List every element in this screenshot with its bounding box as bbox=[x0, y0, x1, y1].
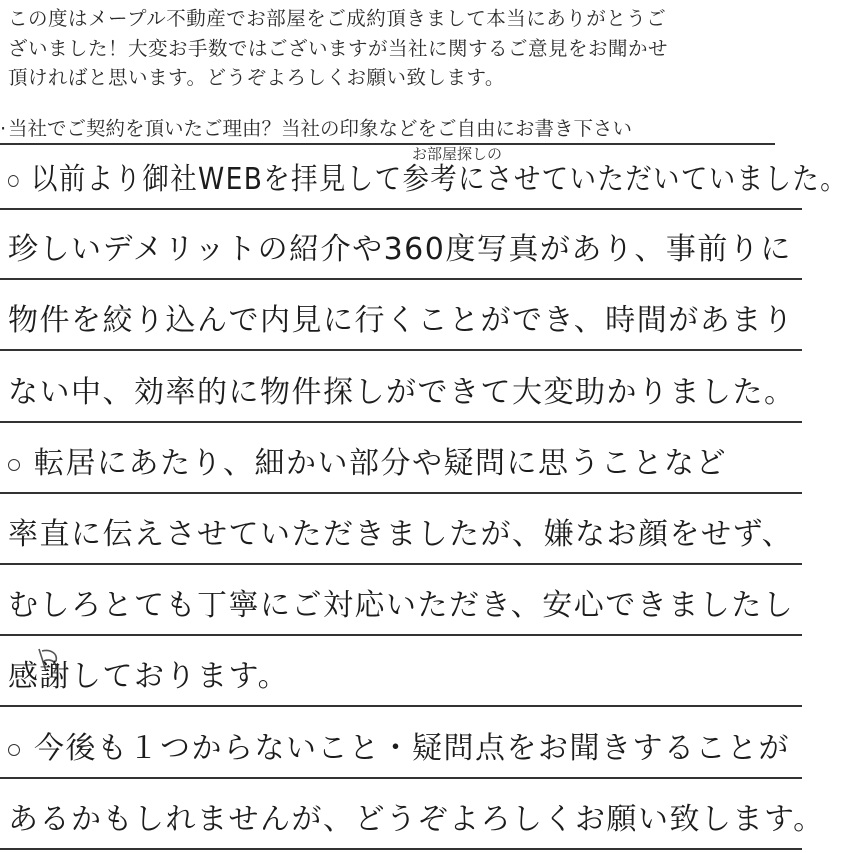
intro-line-1: この度はメープル不動産でお部屋をご成約頂きまして本当にありがとうご bbox=[8, 7, 667, 30]
answer-text: 珍しいデメリットの紹介や360度写真があり、事前りに bbox=[8, 232, 792, 267]
intro-text bbox=[8, 4, 848, 93]
answer-line bbox=[0, 351, 859, 421]
bullet-icon bbox=[8, 744, 20, 756]
answer-line-text bbox=[8, 802, 825, 838]
answer-text: あるかもしれませんが、どうぞよろしくお願い致します。 bbox=[8, 802, 825, 837]
answer-line bbox=[0, 493, 859, 563]
answer-text: 感謝しております。 bbox=[8, 659, 290, 694]
answer-line bbox=[0, 422, 859, 492]
answer-text: 率直に伝えさせていただきましたが、嫌なお顔をせず、 bbox=[8, 517, 794, 552]
answer-line-text bbox=[8, 446, 727, 482]
answer-line-text bbox=[8, 659, 289, 695]
answer-text: 今後も１つからないこと・疑問点をお聞きすることが bbox=[34, 731, 790, 766]
answer-line-text bbox=[8, 375, 796, 411]
answer-line bbox=[0, 778, 859, 848]
answer-text: ない中、効率的に物件探しができて大変助かりました。 bbox=[8, 375, 796, 410]
answer-line-text bbox=[8, 517, 793, 553]
answer-text: 転居にあたり、細かい部分や疑問に思うことなど bbox=[34, 446, 727, 481]
answer-line-text bbox=[8, 731, 790, 767]
answer-line-text bbox=[8, 588, 794, 624]
answer-text: 以前より御社WEBを拝見して参考にさせていただいていました。 bbox=[30, 162, 848, 197]
question-marker: · bbox=[0, 117, 7, 140]
answer-line-text bbox=[8, 303, 794, 339]
bullet-icon bbox=[8, 175, 19, 187]
answer-line bbox=[0, 635, 859, 705]
answer-line-text bbox=[8, 232, 792, 268]
answer-line bbox=[0, 208, 859, 278]
question-text: 当社でご契約を頂いたご理由？当社の印象などをご自由にお書き下さい bbox=[8, 117, 633, 140]
answer-text: 物件を絞り込んで内見に行くことができ、時間があまり bbox=[8, 303, 795, 338]
answer-line bbox=[0, 707, 859, 777]
handwritten-annotation: お部屋探しの bbox=[412, 145, 503, 163]
answer-line-text bbox=[8, 162, 848, 198]
intro-line-3: 頂ければと思います。どうぞよろしくお願い致します。 bbox=[8, 66, 505, 89]
answer-line bbox=[0, 138, 859, 208]
answer-line bbox=[0, 564, 859, 634]
answer-line bbox=[0, 279, 859, 349]
answer-text: むしろとても丁寧にご対応いただき、安心できましたし bbox=[8, 588, 795, 623]
intro-line-2: ざいました！大変お手数ではございますが当社に関するご意見をお聞かせ bbox=[8, 36, 669, 60]
bullet-icon bbox=[8, 459, 20, 471]
ruled-line bbox=[0, 848, 802, 850]
